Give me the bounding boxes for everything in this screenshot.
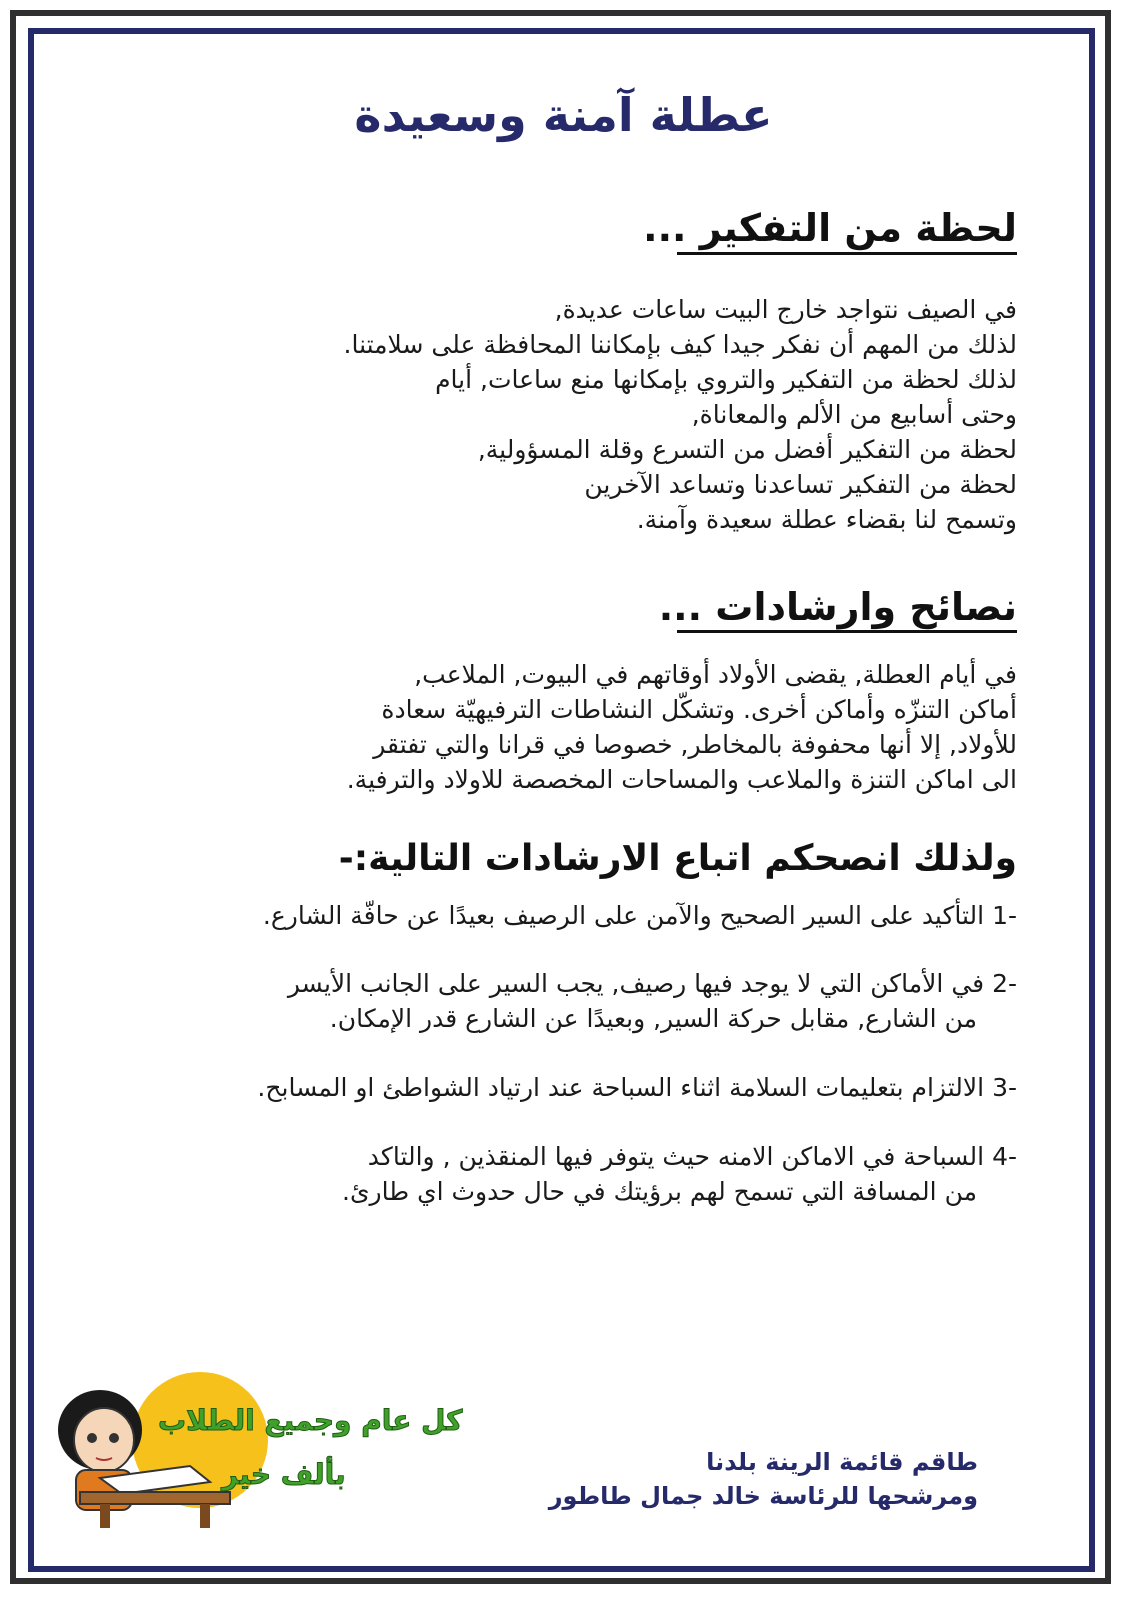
paragraph-line: لحظة من التفكير أفضل من التسرع وقلة المسؤولية, bbox=[477, 435, 1017, 464]
eye bbox=[87, 1433, 97, 1443]
eye bbox=[109, 1433, 119, 1443]
greeting-line: كل عام وجميع الطلاب bbox=[158, 1404, 463, 1437]
guideline-item bbox=[263, 898, 1017, 933]
paragraph-line: لحظة من التفكير تساعدنا وتساعد الآخرين bbox=[584, 470, 1017, 499]
guideline-line: -2 في الأماكن التي لا يوجد فيها رصيف, يجب السير على الجانب الأيسر bbox=[287, 969, 1017, 998]
heading-underline bbox=[677, 630, 1017, 633]
paragraph-line: في الصيف نتواجد خارج البيت ساعات عديدة, bbox=[554, 295, 1017, 324]
heading-underline bbox=[677, 252, 1017, 255]
advice-paragraph bbox=[347, 657, 1017, 797]
student-clipart bbox=[40, 1370, 440, 1530]
paragraph-line: وحتى أسابيع من الألم والمعاناة, bbox=[691, 400, 1017, 429]
credits-line: طاقم قائمة الرينة بلدنا bbox=[706, 1448, 978, 1476]
section-heading-guidelines: ولذلك انصحكم اتباع الارشادات التالية:- bbox=[338, 838, 1017, 879]
guideline-line: من المسافة التي تسمح لهم برؤيتك في حال حدوث اي طارئ. bbox=[342, 1177, 977, 1206]
paragraph-line: أماكن التنزّه وأماكن أخرى. وتشكّل النشاطات الترفيهيّة سعادة bbox=[381, 695, 1017, 724]
paragraph-line: الى اماكن التنزة والملاعب والمساحات المخصصة للاولاد والترفية. bbox=[346, 765, 1017, 794]
guideline-line: من الشارع, مقابل حركة السير, وبعيدًا عن الشارع قدر الإمكان. bbox=[329, 1004, 977, 1033]
section-heading-advice: نصائح وارشادات ... bbox=[658, 585, 1017, 629]
paragraph-line: لذلك من المهم أن نفكر جيدا كيف بإمكاننا المحافظة على سلامتنا. bbox=[343, 330, 1017, 359]
paragraph-line: في أيام العطلة, يقضى الأولاد أوقاتهم في البيوت, الملاعب, bbox=[414, 660, 1017, 689]
guideline-line: -3 الالتزام بتعليمات السلامة اثناء السباحة عند ارتياد الشواطئ او المسابح. bbox=[257, 1073, 1017, 1102]
greeting-line: بألف خير bbox=[222, 1458, 346, 1491]
guideline-line: -4 السباحة في الاماكن الامنه حيث يتوفر فيها المنقذين , والتاكد bbox=[367, 1142, 1017, 1171]
thinking-paragraph bbox=[344, 292, 1017, 537]
desk-leg bbox=[100, 1504, 110, 1528]
guideline-item bbox=[342, 1139, 1017, 1209]
paragraph-line: وتسمح لنا بقضاء عطلة سعيدة وآمنة. bbox=[636, 505, 1017, 534]
guideline-item bbox=[288, 966, 1017, 1036]
guideline-item bbox=[257, 1070, 1017, 1105]
credits-block bbox=[548, 1445, 978, 1513]
desk-top bbox=[80, 1492, 230, 1504]
credits-line: ومرشحها للرئاسة خالد جمال طاطور bbox=[548, 1482, 978, 1510]
desk-leg bbox=[200, 1504, 210, 1528]
face bbox=[74, 1408, 134, 1472]
paragraph-line: لذلك لحظة من التفكير والتروي بإمكانها منع ساعات, أيام bbox=[435, 365, 1017, 394]
page-title: عطلة آمنة وسعيدة bbox=[354, 88, 773, 142]
paragraph-line: للأولاد, إلا أنها محفوفة بالمخاطر, خصوصا في قرانا والتي تفتقر bbox=[373, 730, 1017, 759]
guideline-line: -1 التأكيد على السير الصحيح والآمن على الرصيف بعيدًا عن حافّة الشارع. bbox=[262, 901, 1017, 930]
section-heading-thinking: لحظة من التفكير ... bbox=[643, 206, 1017, 250]
inner-border bbox=[28, 28, 1095, 1572]
